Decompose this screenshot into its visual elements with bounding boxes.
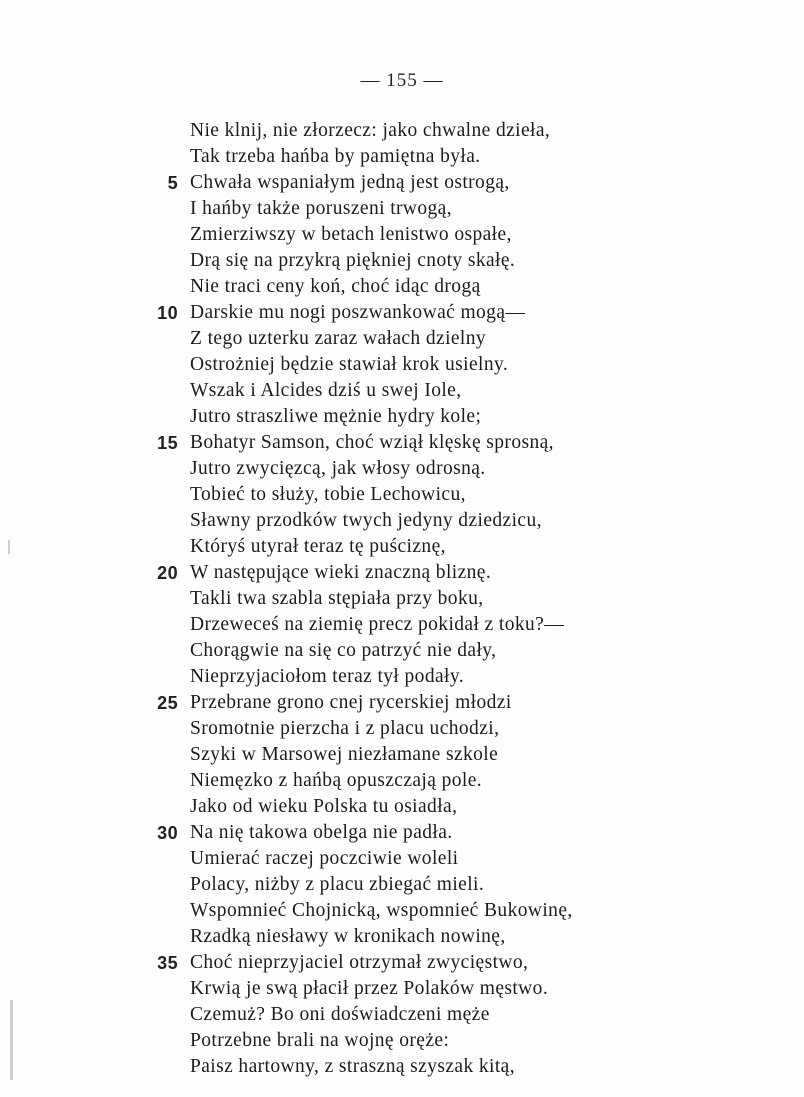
verse-text: Niemęzko z hańbą opuszczają pole. xyxy=(190,770,483,791)
verse-line xyxy=(0,1002,804,1028)
verse-line xyxy=(0,742,804,768)
verse-line xyxy=(0,612,804,638)
verse-text: I hańby także poruszeni trwogą, xyxy=(190,198,453,219)
verse-text: Drą się na przykrą piękniej cnoty skałę. xyxy=(190,250,516,271)
verse-line xyxy=(0,456,804,482)
verse-line xyxy=(0,274,804,300)
line-number: 35 xyxy=(157,953,178,973)
verse-line xyxy=(0,430,804,456)
verse-text: W następujące wieki znaczną bliznę. xyxy=(190,562,492,583)
verse-text: Z tego uzterku zaraz wałach dzielny xyxy=(190,328,487,349)
verse-text: Czemuż? Bo oni doświadczeni męże xyxy=(190,1004,490,1025)
verse-line xyxy=(0,482,804,508)
verse-line xyxy=(0,378,804,404)
verse-line xyxy=(0,976,804,1002)
verse-line xyxy=(0,560,804,586)
poem-text xyxy=(0,118,804,1080)
verse-line xyxy=(0,144,804,170)
verse-line xyxy=(0,326,804,352)
verse-line xyxy=(0,248,804,274)
line-number: 25 xyxy=(157,693,178,713)
verse-line xyxy=(0,716,804,742)
verse-line xyxy=(0,664,804,690)
verse-line xyxy=(0,300,804,326)
line-number: 10 xyxy=(157,303,178,323)
line-number: 5 xyxy=(167,173,178,193)
verse-line xyxy=(0,534,804,560)
verse-text: Ostrożniej będzie stawiał krok usielny. xyxy=(190,354,509,375)
verse-text: Paisz hartowny, z straszną szyszak kitą, xyxy=(190,1056,516,1077)
verse-text: Sławny przodków twych jedyny dziedzicu, xyxy=(190,510,542,531)
verse-line xyxy=(0,170,804,196)
verse-line xyxy=(0,586,804,612)
verse-text: Przebrane grono cnej rycerskiej młodzi xyxy=(190,692,512,713)
verse-text: Potrzebne brali na wojnę oręże: xyxy=(190,1030,450,1051)
verse-text: Chorągwie na się co patrzyć nie dały, xyxy=(190,640,497,661)
verse-line xyxy=(0,794,804,820)
line-number: 20 xyxy=(157,563,178,583)
verse-text: Wspomnieć Chojnicką, wspomnieć Bukowinę, xyxy=(190,900,573,921)
verse-line xyxy=(0,508,804,534)
verse-text: Polacy, niżby z placu zbiegać mieli. xyxy=(190,874,485,895)
line-number: 30 xyxy=(157,823,178,843)
line-number: 15 xyxy=(157,433,178,453)
verse-line xyxy=(0,872,804,898)
verse-text: Choć nieprzyjaciel otrzymał zwycięstwo, xyxy=(190,952,529,973)
verse-text: Szyki w Marsowej niezłamane szkole xyxy=(190,744,499,765)
verse-text: Wszak i Alcides dziś u swej Iole, xyxy=(190,380,462,401)
verse-line xyxy=(0,118,804,144)
verse-line xyxy=(0,1028,804,1054)
verse-line xyxy=(0,196,804,222)
verse-text: Nie klnij, nie złorzecz: jako chwalne dzieła, xyxy=(190,120,551,141)
verse-line xyxy=(0,924,804,950)
page-number: — 155 — xyxy=(360,70,444,91)
verse-text: Zmierziwszy w betach lenistwo ospałe, xyxy=(190,224,512,245)
verse-line xyxy=(0,898,804,924)
verse-text: Jutro zwycięzcą, jak włosy odrosną. xyxy=(190,458,486,479)
verse-text: Takli twa szabla stępiała przy boku, xyxy=(190,588,484,609)
verse-text: Chwała wspaniałym jedną jest ostrogą, xyxy=(190,172,510,193)
verse-text: Krwią je swą płacił przez Polaków męstwo. xyxy=(190,978,549,999)
verse-text: Darskie mu nogi poszwankować mogą— xyxy=(190,302,526,323)
verse-text: Tobieć to służy, tobie Lechowicu, xyxy=(190,484,466,505)
verse-text: Jako od wieku Polska tu osiadła, xyxy=(190,796,458,817)
verse-text: Umierać raczej poczciwie woleli xyxy=(190,848,459,869)
verse-text: Nie traci ceny koń, choć idąc drogą xyxy=(190,276,481,297)
verse-text: Któryś utyrał teraz tę puściznę, xyxy=(190,536,446,557)
verse-line xyxy=(0,690,804,716)
verse-line xyxy=(0,222,804,248)
verse-text: Tak trzeba hańba by pamiętna była. xyxy=(190,146,481,167)
verse-text: Bohatyr Samson, choć wziął klęskę sprosną, xyxy=(190,432,554,453)
verse-line xyxy=(0,404,804,430)
verse-line xyxy=(0,638,804,664)
verse-line xyxy=(0,352,804,378)
verse-text: Jutro straszliwe mężnie hydry kole; xyxy=(190,406,482,427)
verse-line xyxy=(0,1054,804,1080)
verse-line xyxy=(0,846,804,872)
verse-text: Sromotnie pierzcha i z placu uchodzi, xyxy=(190,718,500,739)
verse-line xyxy=(0,950,804,976)
verse-line xyxy=(0,820,804,846)
verse-text: Nieprzyjaciołom teraz tył podały. xyxy=(190,666,465,687)
verse-text: Rzadką niesławy w kronikach nowinę, xyxy=(190,926,506,947)
verse-text: Na nię takowa obelga nie padła. xyxy=(190,822,453,843)
verse-text: Drzeweceś na ziemię precz pokidał z toku?— xyxy=(190,614,565,635)
verse-line xyxy=(0,768,804,794)
